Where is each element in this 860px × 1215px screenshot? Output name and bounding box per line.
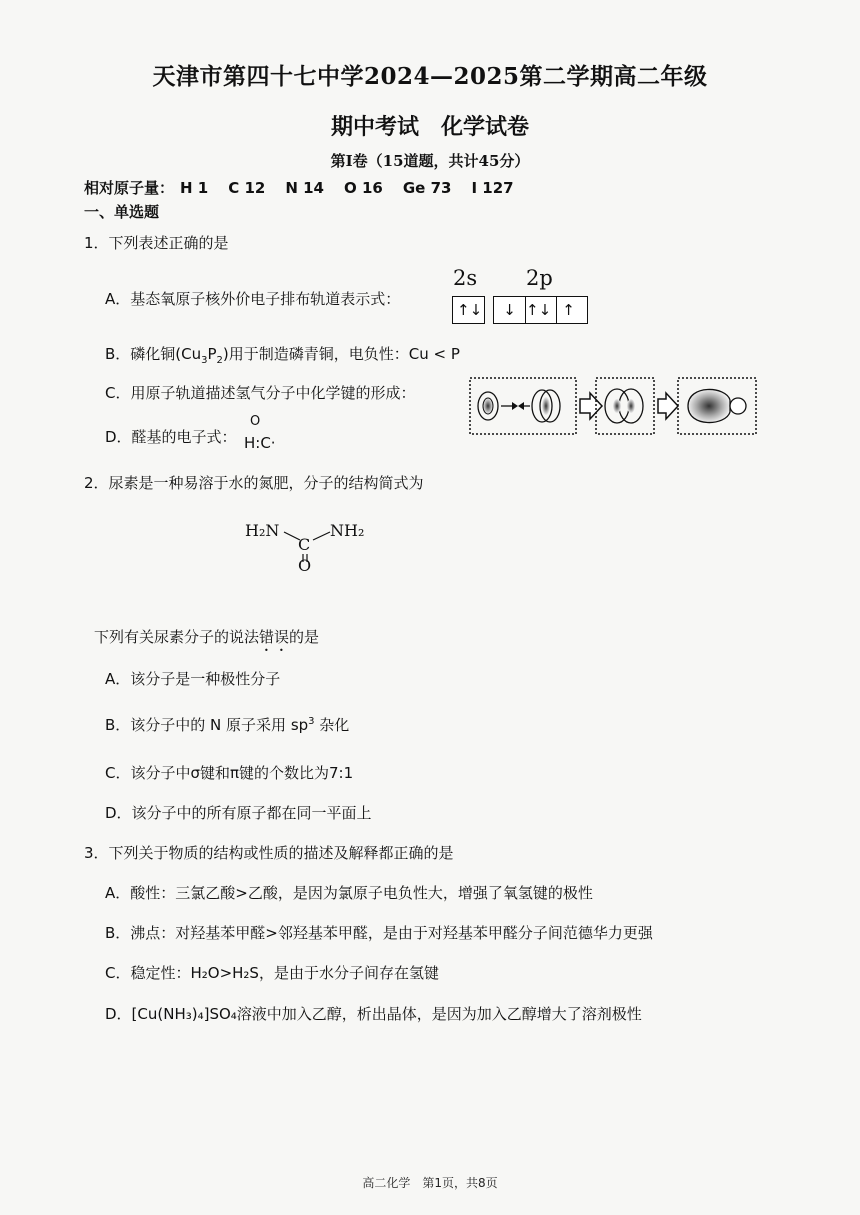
atomic-mass-i: I 127 [471, 179, 514, 197]
overlap-left-core [613, 399, 621, 413]
q2-question [94, 626, 319, 655]
urea-right-group: NH₂ [330, 521, 365, 540]
footer-subject: 高二化学 [362, 1176, 411, 1190]
q2-question-pre: 下列有关尿素分子的说法 [94, 628, 260, 646]
orbital-2s-box [452, 296, 485, 324]
orbital-2p-cell-2: ↑↓ [525, 297, 549, 323]
q1-option-d: D．醛基的电子式： [105, 428, 237, 446]
arrow-left-head [518, 402, 524, 410]
section-info: 第Ⅰ卷（15道题，共计45分） [330, 152, 530, 170]
q2-stem: 2．尿素是一种易溶于水的氮肥，分子的结构简式为 [84, 474, 424, 492]
urea-oxygen: O [298, 556, 312, 575]
atomic-mass-o: O 16 [344, 179, 383, 197]
big-arrow-2 [658, 393, 678, 419]
atomic-masses [84, 177, 534, 198]
orbital-2s-label: 2s [453, 266, 478, 290]
q3-option-a: A．酸性：三氯乙酸>乙酸，是因为氯原子电负性大，增强了氧氢键的极性 [105, 884, 593, 902]
atomic-mass-h: H 1 [180, 179, 209, 197]
atomic-mass-n: N 14 [285, 179, 324, 197]
q3-option-b: B．沸点：对羟基苯甲醛>邻羟基苯甲醛，是由于对羟基苯甲醛分子间范德华力更强 [105, 924, 653, 942]
orbital-2p-box [493, 296, 588, 324]
urea-left-group: H₂N [245, 521, 280, 540]
atomic-mass-c: C 12 [228, 179, 266, 197]
atomic-masses-label: 相对原子量： [84, 179, 175, 197]
exam-title-line1: 天津市第四十七中学2024—2025第二学期高二年级 [152, 63, 708, 90]
exam-subject: 化学试卷 [441, 114, 530, 140]
aldehyde-hc: H:C· [244, 434, 276, 452]
overlap-right-core [627, 399, 635, 413]
q1-b-post: )用于制造磷青铜，电负性：Cu < P [222, 345, 460, 363]
q3-option-d: D．[Cu(NH₃)₄]SO₄溶液中加入乙醇，析出晶体，是因为加入乙醇增大了溶剂极性 [105, 1005, 642, 1023]
urea-bonds [280, 524, 340, 564]
q1-option-b [105, 343, 460, 366]
arrow-right-head [512, 402, 518, 410]
orbital-2p-label: 2p [526, 266, 553, 290]
q2-b-sup: 3 [308, 716, 315, 727]
atomic-mass-ge: Ge 73 [402, 179, 452, 197]
q1-b-pre: B．磷化铜(Cu [105, 345, 202, 363]
exam-type: 期中考试 [330, 114, 419, 140]
q2-option-d: D．该分子中的所有原子都在同一平面上 [105, 804, 372, 822]
q2-b-pre: B．该分子中的 N 原子采用 sp [105, 716, 309, 734]
part-title: 一、单选题 [84, 203, 160, 221]
q3-stem: 3．下列关于物质的结构或性质的描述及解释都正确的是 [84, 844, 454, 862]
aldehyde-o: O [250, 414, 261, 429]
h-atom-left-inner [483, 398, 493, 414]
q2-option-c: C．该分子中σ键和π键的个数比为7:1 [105, 764, 354, 782]
q1-option-a: A．基态氧原子核外价电子排布轨道表示式： [105, 290, 401, 308]
q1-b-sub2: 2 [216, 355, 223, 366]
urea-carbon: C [298, 535, 311, 554]
q3-option-c: C．稳定性：H₂O>H₂S，是由于水分子间存在氢键 [105, 964, 439, 982]
bond-cloud [688, 389, 730, 422]
orbital-overlap-diagram [468, 374, 758, 438]
big-arrow-1 [580, 393, 602, 419]
q2-option-b [105, 714, 349, 735]
q1-b-sub1: 3 [201, 355, 208, 366]
orbital-2p-cell-3: ↑ [556, 297, 580, 323]
q2-question-emphasis: 错误 [259, 628, 290, 646]
orbital-2p-cell-1: ↓ [503, 301, 516, 319]
bond-cloud-end [730, 398, 746, 414]
q2-question-post: 的是 [289, 628, 320, 646]
page-footer [0, 1174, 860, 1191]
q1-b-mid: P [207, 345, 217, 363]
q1-option-c: C．用原子轨道描述氢气分子中化学键的形成： [105, 384, 416, 402]
q2-option-a: A．该分子是一种极性分子 [105, 670, 281, 688]
q1-stem: 1．下列表述正确的是 [84, 234, 229, 252]
h-atom-right-inner [542, 397, 550, 415]
exam-title-line2 [0, 110, 860, 141]
orbital-2s-cell: ↑↓ [457, 301, 483, 319]
q2-b-post: 杂化 [314, 716, 350, 734]
footer-page: 第1页，共8页 [422, 1176, 498, 1190]
